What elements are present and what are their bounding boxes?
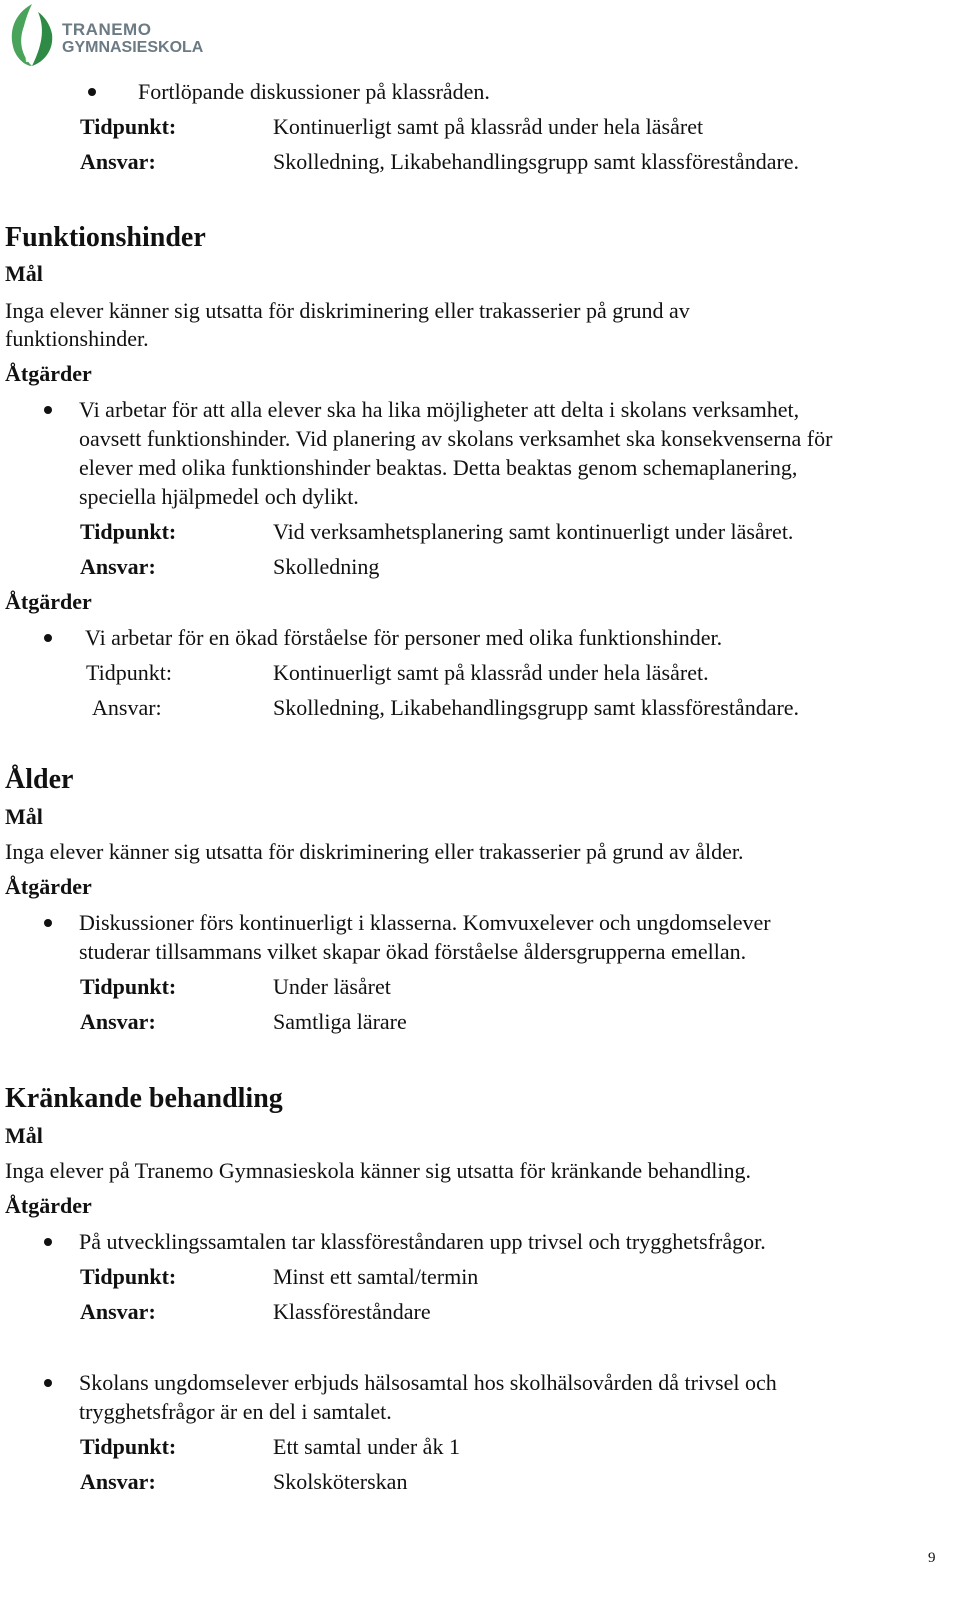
funk-ansvar2-value: Skolledning, Likabehandlingsgrupp samt klassföreståndare. <box>273 695 800 720</box>
krank-mal-text: Inga elever på Tranemo Gymnasieskola känner sig utsatta för kränkande behandling. <box>5 1158 751 1183</box>
funk-bullet1-line-2: oavsett funktionshinder. Vid planering av skolans verksamhet ska konsekvenserna för <box>79 426 833 451</box>
alder-bullet-line-1: Diskussioner förs kontinuerligt i klasserna. Komvuxelever och ungdomselever <box>79 910 771 935</box>
bullet-dot <box>44 919 52 927</box>
krank-bullet2-line-2: trygghetsfrågor är en del i samtalet. <box>79 1399 392 1424</box>
heading-funktionshinder: Funktionshinder <box>5 222 206 253</box>
funk-ansvar2-label: Ansvar: <box>92 695 162 720</box>
krank-tidpunkt2-value: Ett samtal under åk 1 <box>273 1434 460 1459</box>
funk-tidpunkt1-value: Vid verksamhetsplanering samt kontinuerligt under läsåret. <box>273 519 794 544</box>
alder-ansvar-label: Ansvar: <box>80 1009 156 1034</box>
krank-bullet1-text: På utvecklingssamtalen tar klassföreståndaren upp trivsel och trygghetsfrågor. <box>79 1229 766 1254</box>
heading-alder: Ålder <box>5 764 74 795</box>
bullet-dot <box>44 1379 52 1387</box>
logo-line-gymnasieskola: GYMNASIESKOLA <box>62 39 204 56</box>
krank-tidpunkt2-label: Tidpunkt: <box>80 1434 177 1459</box>
krank-atgarder-label: Åtgärder <box>5 1193 92 1218</box>
alder-mal-text: Inga elever känner sig utsatta för diskriminering eller trakasserier på grund av ålder. <box>5 839 744 864</box>
alder-bullet-line-2: studerar tillsammans vilket skapar ökad förståelse åldersgrupperna emellan. <box>79 939 747 964</box>
bullet-dot <box>88 88 96 96</box>
top-tidpunkt-value: Kontinuerligt samt på klassråd under hela läsåret <box>273 114 704 139</box>
krank-tidpunkt1-label: Tidpunkt: <box>80 1264 177 1289</box>
funk-bullet1-line-1: Vi arbetar för att alla elever ska ha lika möjligheter att delta i skolans verksamhet, <box>79 397 800 422</box>
funk-bullet1-line-4: speciella hjälpmedel och dylikt. <box>79 484 359 509</box>
funk-mal-line-1: Inga elever känner sig utsatta för diskriminering eller trakasserier på grund av <box>5 298 690 323</box>
alder-tidpunkt-value: Under läsåret <box>273 974 391 999</box>
funk-tidpunkt2-value: Kontinuerligt samt på klassråd under hela läsåret. <box>273 660 709 685</box>
krank-ansvar1-value: Klassföreståndare <box>273 1299 431 1324</box>
funk-tidpunkt2-label: Tidpunkt: <box>86 660 173 685</box>
funk-atgarder-label-2: Åtgärder <box>5 589 92 614</box>
bullet-dot <box>44 1238 52 1246</box>
page-number: 9 <box>928 1550 936 1566</box>
funk-bullet2-text: Vi arbetar för en ökad förståelse för personer med olika funktionshinder. <box>85 625 723 650</box>
krank-mal-label: Mål <box>5 1123 43 1148</box>
alder-atgarder-label: Åtgärder <box>5 874 92 899</box>
bullet-dot <box>44 406 52 414</box>
top-bullet-text: Fortlöpande diskussioner på klassråden. <box>138 79 490 104</box>
funk-ansvar1-value: Skolledning <box>273 554 380 579</box>
krank-ansvar2-value: Skolsköterskan <box>273 1469 408 1494</box>
krank-ansvar2-label: Ansvar: <box>80 1469 156 1494</box>
funk-tidpunkt1-label: Tidpunkt: <box>80 519 177 544</box>
krank-bullet2-line-1: Skolans ungdomselever erbjuds hälsosamtal hos skolhälsovården då trivsel och <box>79 1370 777 1395</box>
top-tidpunkt-label: Tidpunkt: <box>80 114 177 139</box>
bullet-dot <box>44 634 52 642</box>
funk-atgarder-label-1: Åtgärder <box>5 361 92 386</box>
krank-ansvar1-label: Ansvar: <box>80 1299 156 1324</box>
top-ansvar-label: Ansvar: <box>80 149 156 174</box>
logo-line-tranemo: TRANEMO <box>62 20 152 39</box>
alder-mal-label: Mål <box>5 804 43 829</box>
funk-mal-label: Mål <box>5 261 43 286</box>
top-ansvar-value: Skolledning, Likabehandlingsgrupp samt klassföreståndare. <box>273 149 800 174</box>
alder-tidpunkt-label: Tidpunkt: <box>80 974 177 999</box>
funk-mal-line-2: funktionshinder. <box>5 326 149 351</box>
krank-tidpunkt1-value: Minst ett samtal/termin <box>273 1264 479 1289</box>
funk-ansvar1-label: Ansvar: <box>80 554 156 579</box>
heading-krankande-behandling: Kränkande behandling <box>5 1083 283 1114</box>
alder-ansvar-value: Samtliga lärare <box>273 1009 407 1034</box>
funk-bullet1-line-3: elever med olika funktionshinder beaktas. Detta beaktas genom schemaplanering, <box>79 455 798 480</box>
